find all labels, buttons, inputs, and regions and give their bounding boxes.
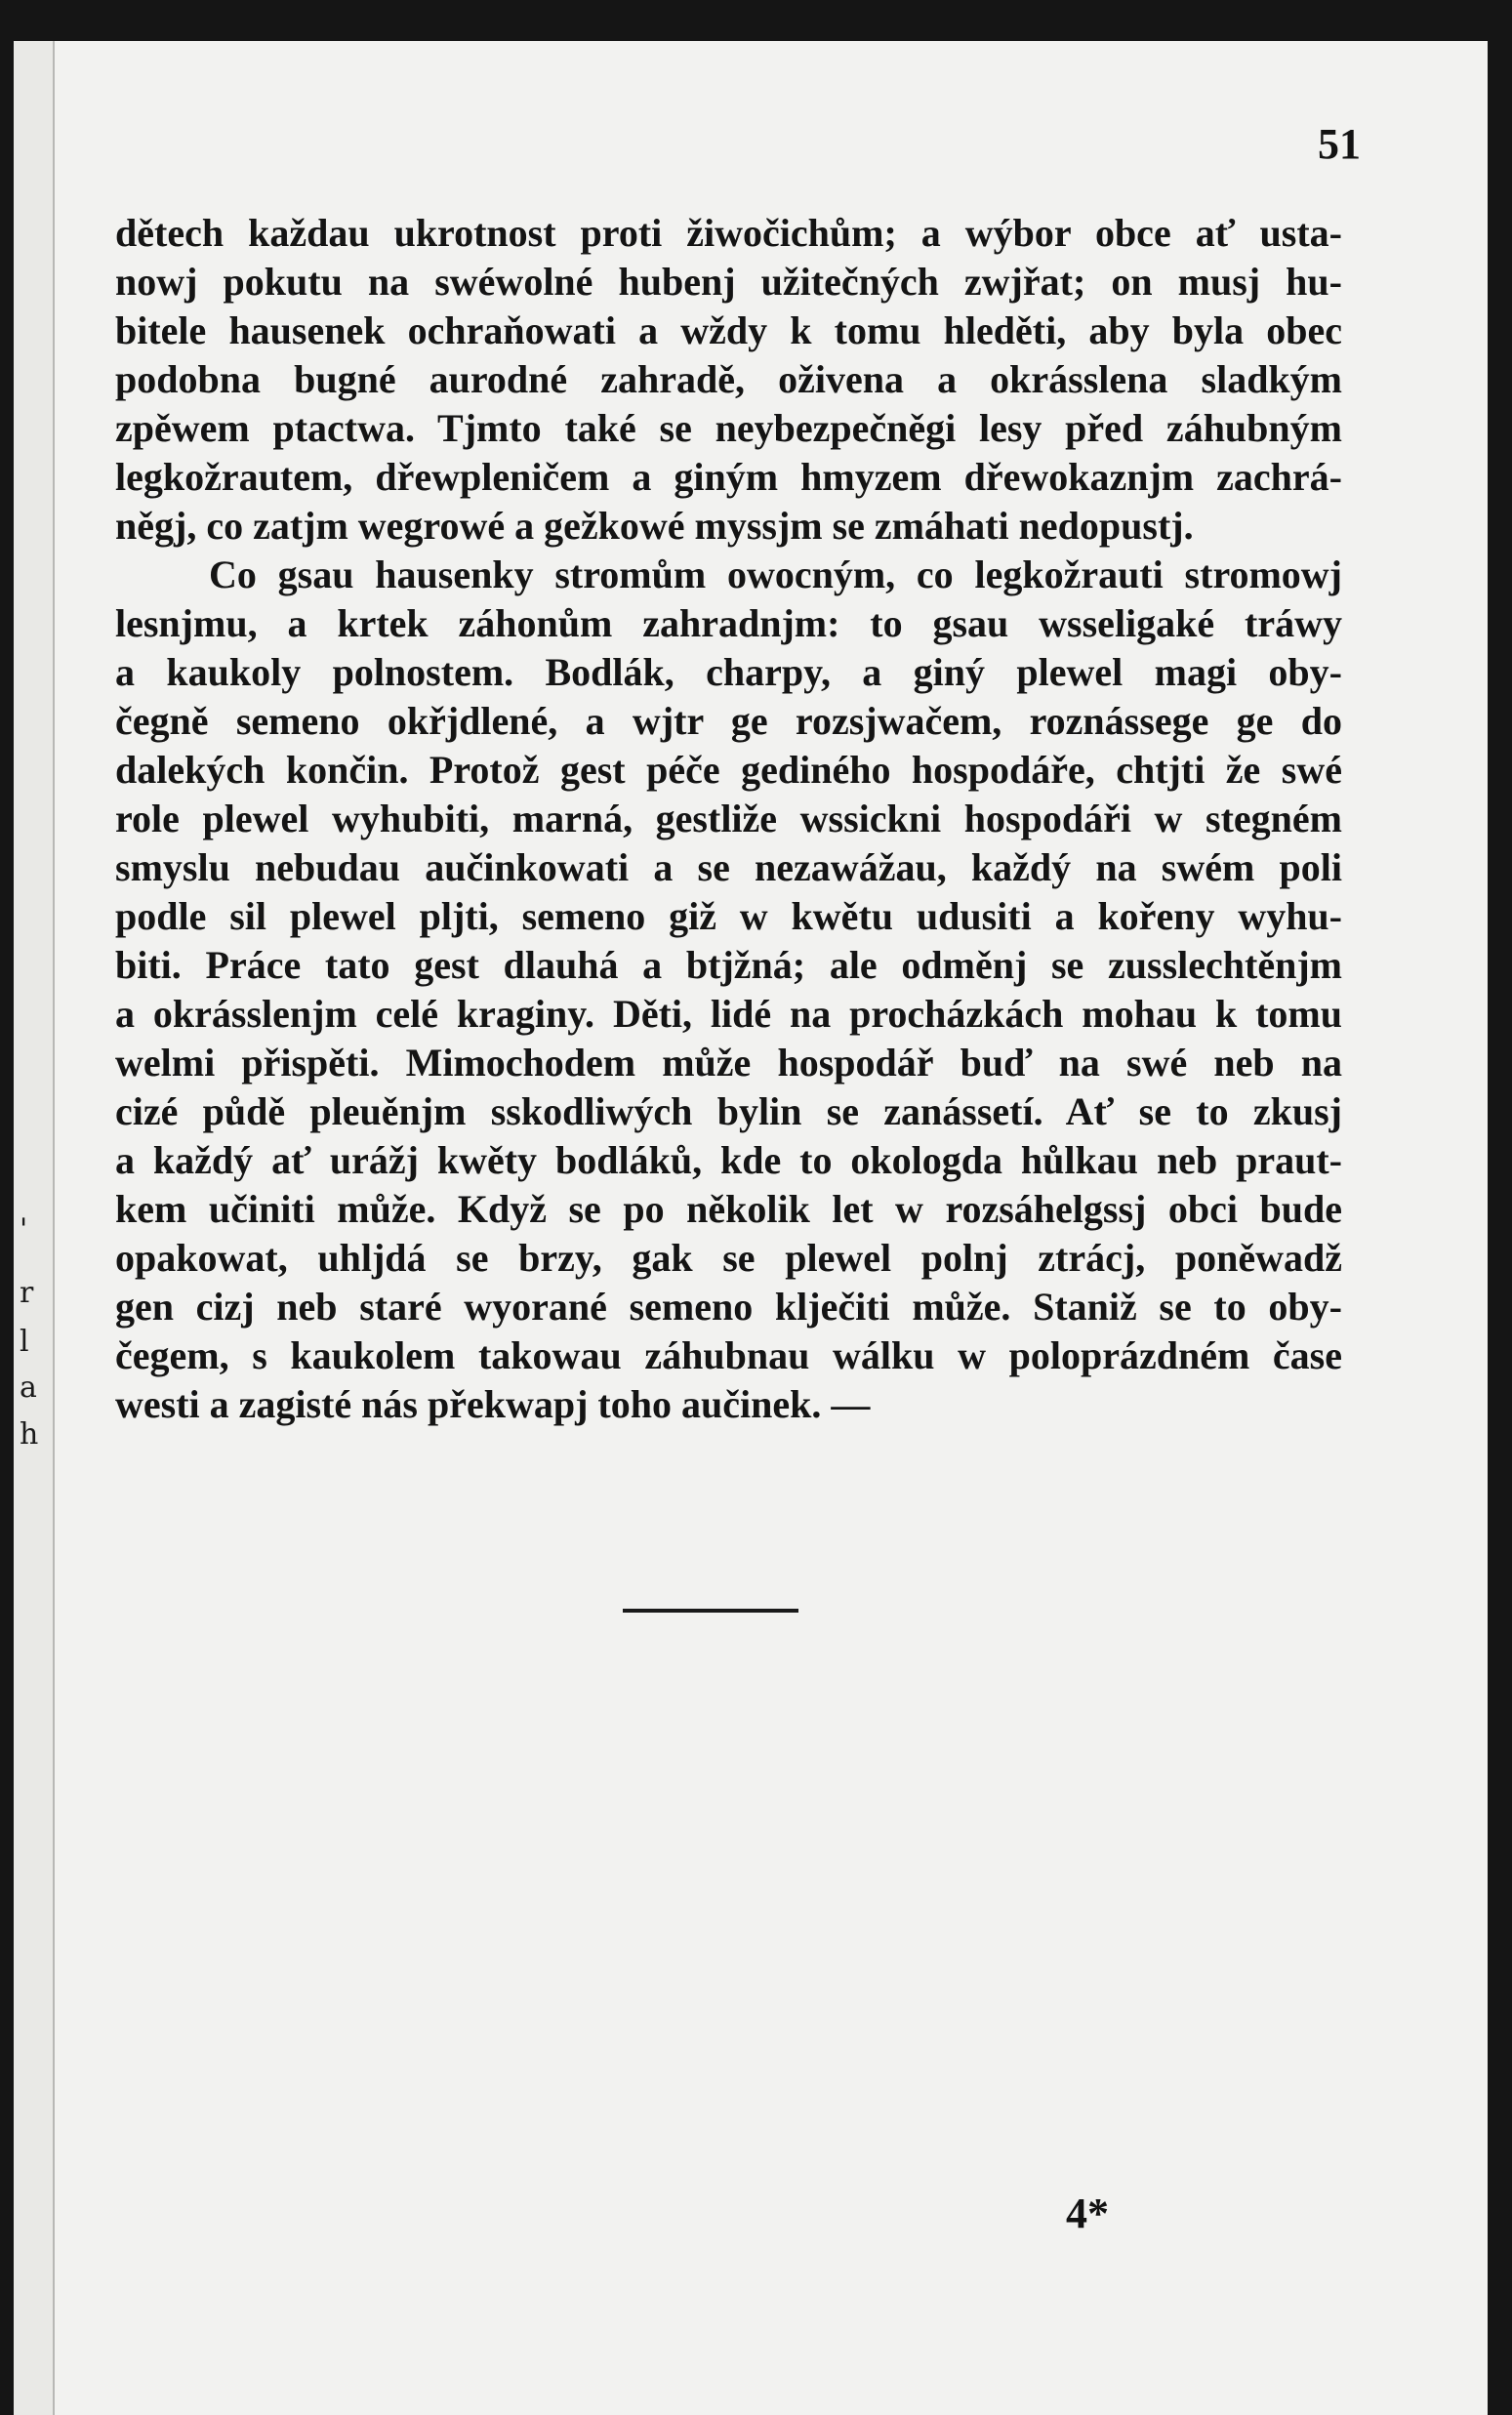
text-line: cizé půdě pleuěnjm sskodliwých bylin se zanássetí. Ať se to zkusj (115, 1089, 1342, 1133)
text-line: legkožrautem, dřewpleničem a giným hmyzem dřewokaznjm zachrá- (115, 455, 1342, 499)
text-line: a kaukoly polnostem. Bodlák, charpy, a giný plewel magi oby- (115, 650, 1342, 694)
text-line: čegně semeno okřjdlené, a wjtr ge rozsjwačem, roznássege ge do (115, 699, 1342, 743)
text-line: čegem, s kaukolem takowau záhubnau wálku w poloprázdném časе (115, 1333, 1342, 1377)
edge-mark: l (20, 1325, 29, 1359)
signature-mark: 4* (1066, 2190, 1109, 2237)
edge-marks (16, 41, 45, 2415)
text-line: a každý ať urážj kwěty bodláků, kde to okologda hůlkau neb praut- (115, 1138, 1342, 1182)
text-line: westi a zagisté nás překwapj toho aučinek. — (115, 1382, 871, 1426)
text-line: a okrásslenjm celé kraginy. Děti, lidé na procházkách mohau k tomu (115, 992, 1342, 1036)
text-line: podle sil plewel pljti, semeno giž w kwětu udusiti a kořeny wyhu- (115, 894, 1342, 938)
text-line: gen cizj neb staré wyorané semeno klječiti může. Staniž se to oby- (115, 1285, 1342, 1329)
edge-mark: h (20, 1417, 39, 1452)
text-line: nowj pokutu na swéwolné hubenj užitečných zwjřat; on musj hu- (115, 260, 1342, 304)
body-text (115, 209, 1342, 1429)
scanned-page (14, 41, 1488, 2415)
text-line: smyslu nebudau aučinkowati a se nezawážau, každý na swém poli (115, 845, 1342, 889)
text-line: dalekých končin. Protož gest péče gediného hospodáře, chtjti že swé (115, 748, 1342, 792)
text-line: zpěwem ptactwa. Tjmto také se neybezpečněgi lesy před záhubným (115, 406, 1342, 450)
text-line: role plewel wyhubiti, marná, gestliže wssickni hospodáři w stegném (115, 797, 1342, 840)
edge-mark: ' (20, 1212, 28, 1247)
text-line: kem učiniti může. Když se po několik let w rozsáhelgssj obci bude (115, 1187, 1342, 1231)
edge-mark: r (20, 1276, 34, 1310)
section-divider (623, 1609, 798, 1613)
text-line: dětech každau ukrotnost proti žiwočichům; a wýbor obce ať usta- (115, 211, 1342, 255)
text-line: lesnjmu, a krtek záhonům zahradnjm: to gsau wsseligaké tráwy (115, 601, 1342, 645)
edge-mark: a (20, 1371, 37, 1405)
text-line: opakowat, uhljdá se brzy, gak se plewel polnj ztrácj, poněwadž (115, 1236, 1342, 1280)
text-line: biti. Práce tato gest dlauhá a btjžná; ale odměnj se zusslechtěnjm (115, 943, 1342, 987)
page-number: 51 (1318, 120, 1361, 168)
text-line: podobna bugné aurodné zahradě, oživena a okrásslena sladkým (115, 357, 1342, 401)
text-line: bitele hausenek ochraňowati a wždy k tomu hleděti, aby byla obec (115, 308, 1342, 352)
adjacent-page-edge (14, 41, 55, 2415)
text-line: Co gsau hausenky stromům owocným, co legkožrauti stromowj (209, 553, 1342, 596)
text-line: welmi přispěti. Mimochodem může hospodář buď na swé neb na (115, 1041, 1342, 1085)
text-line: něgj, co zatjm wegrowé a gežkowé myssjm se zmáhati nedopustj. (115, 504, 1194, 548)
